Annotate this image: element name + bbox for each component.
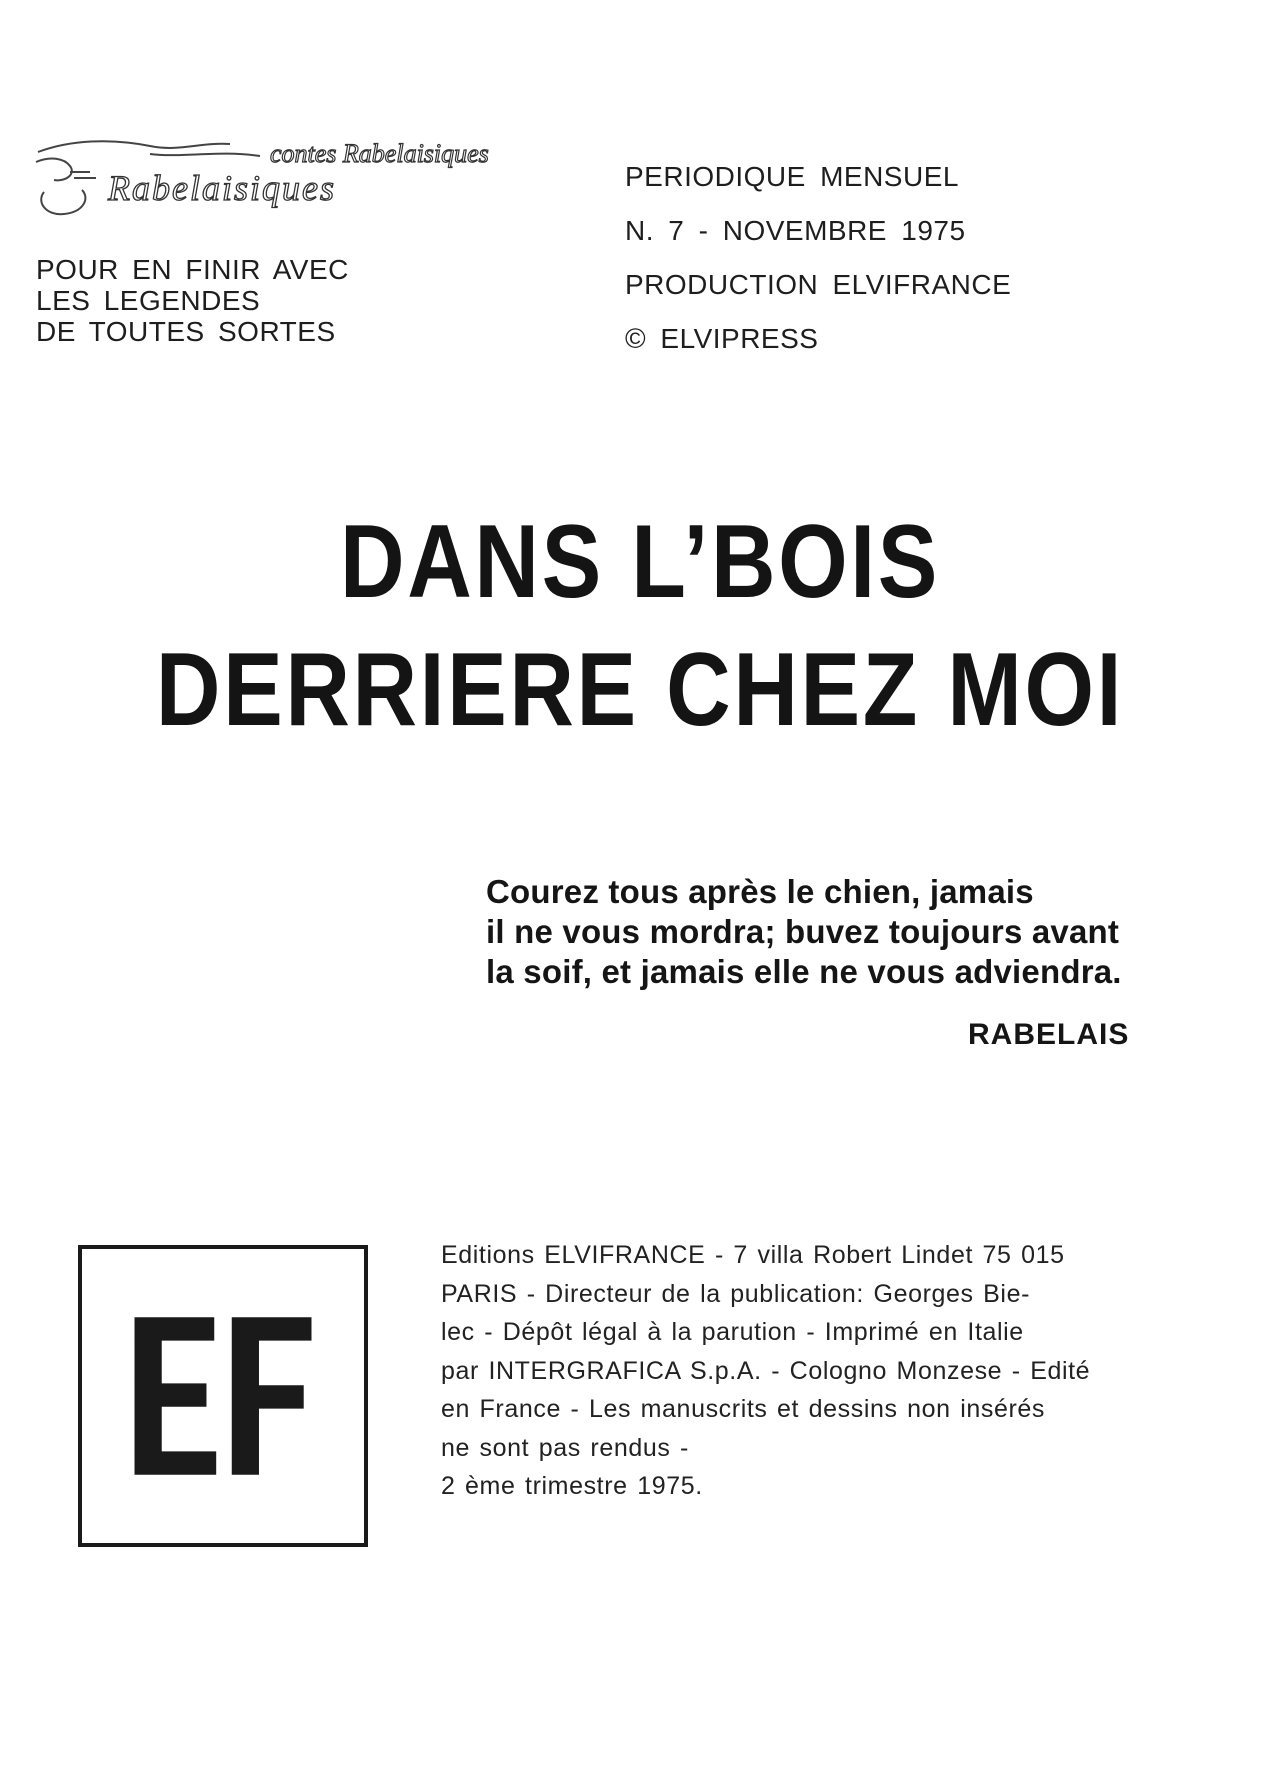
publication-logo — [30, 132, 489, 224]
imprint-line-1: Editions ELVIFRANCE - 7 villa Robert Lindet 75 015 — [441, 1241, 1065, 1269]
story-title — [0, 498, 1280, 754]
imprint-line-4: par INTERGRAFICA S.p.A. - Cologno Monzese - Edité — [441, 1356, 1091, 1385]
imprint-block — [441, 1236, 1221, 1506]
svg-text:Rabelaisiques: Rabelaisiques — [108, 168, 336, 208]
periodicity: PERIODIQUE MENSUEL — [625, 161, 959, 192]
imprint-line-5: en France - Les manuscrits et dessins non insérés — [441, 1395, 1045, 1423]
epigraph-line-1: Courez tous après le chien, jamais — [486, 873, 1034, 910]
imprint-line-6: ne sont pas rendus - — [441, 1433, 689, 1462]
logo-artwork — [30, 132, 489, 224]
title-line-1: DANS L’BOIS — [340, 504, 940, 620]
epigraph-author: RABELAIS — [968, 1018, 1130, 1051]
title-line-2: DERRIERE CHEZ MOI — [155, 632, 1125, 748]
imprint-line-7: 2 ème trimestre 1975. — [441, 1472, 703, 1500]
publication-info — [625, 150, 1011, 366]
imprint-line-3: lec - Dépôt légal à la parution - Imprimé en Italie — [441, 1318, 1024, 1346]
epigraph-line-2: il ne vous mordra; buvez toujours avant — [486, 913, 1120, 950]
epigraph — [486, 872, 1186, 992]
logo-word-1: contes Rabelaisiques — [270, 139, 489, 168]
issue-number: N. 7 - NOVEMBRE 1975 — [625, 215, 966, 246]
publisher-mark — [78, 1245, 368, 1547]
publisher-mark-letters — [82, 1249, 364, 1543]
tagline: POUR EN FINIR AVEC LES LEGENDES DE TOUTES SORTES — [36, 254, 349, 347]
epigraph-line-3: la soif, et jamais elle ne vous adviendra. — [486, 953, 1122, 990]
imprint-line-2: PARIS - Directeur de la publication: Georges Bie- — [441, 1279, 1031, 1308]
copyright: © ELVIPRESS — [625, 323, 819, 354]
production: PRODUCTION ELVIFRANCE — [625, 269, 1012, 300]
